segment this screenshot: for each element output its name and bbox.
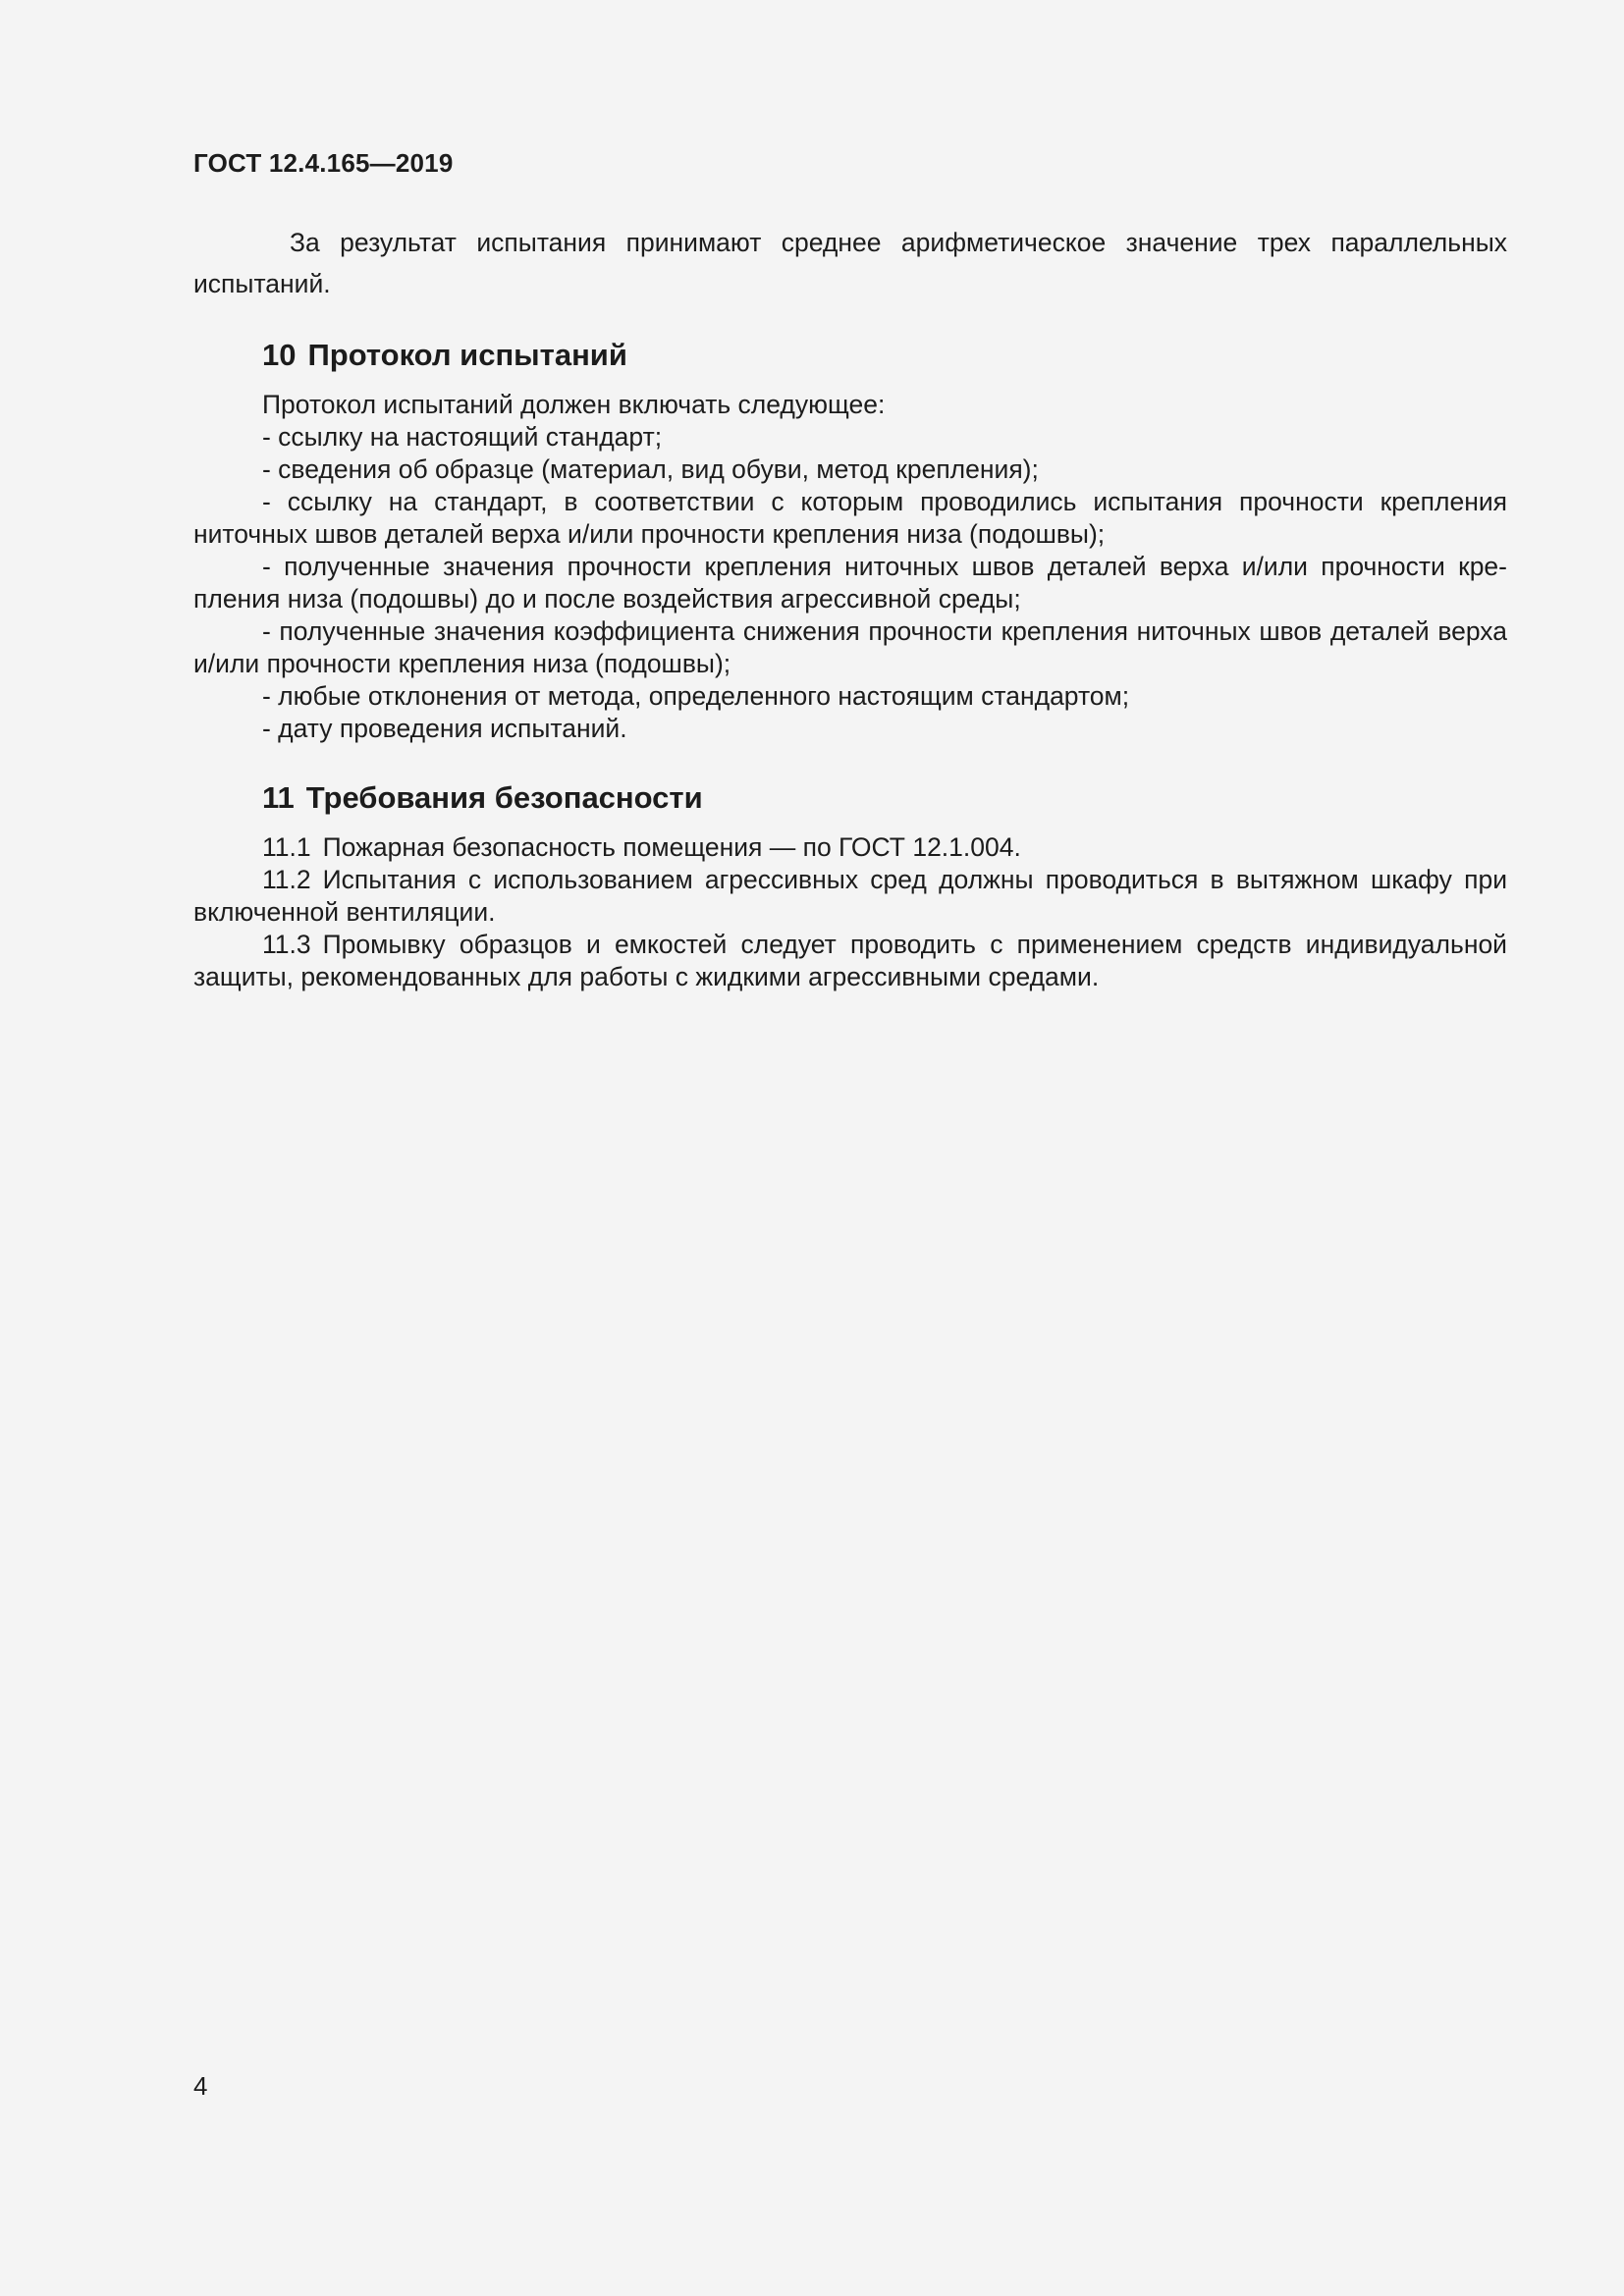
- section-10-number: 10: [262, 338, 297, 372]
- list-item: - ссылку на стандарт, в соответствии с которым проводились испытания прочности крепления ниточных швов деталей верха и/или прочности крепления низа (подошвы);: [193, 487, 1507, 549]
- list-item: - полученные значения прочности крепления ниточных швов деталей верха и/или прочности кре-пления низа (подошвы) до и после воздействия агрессивной среды;: [193, 552, 1507, 614]
- list-item: - ссылку на настоящий стандарт;: [262, 422, 663, 452]
- document-code-header: ГОСТ 12.4.165—2019: [193, 148, 454, 178]
- clause-11-3: [193, 929, 1507, 993]
- section-11-title: Требования безопасности: [305, 780, 703, 815]
- document-body: [193, 222, 1507, 993]
- clause-11-2: [193, 864, 1507, 929]
- list-item: - дату проведения испытаний.: [262, 714, 627, 743]
- clause-text: Промывку образцов и емкостей следует проводить с применением средств индивидуальной защиты, рекомендованных для работы с жидкими агрессивными средами.: [193, 930, 1507, 991]
- clause-11-1: [193, 831, 1507, 864]
- list-item: - любые отклонения от метода, определенного настоящим стандартом;: [262, 681, 1130, 711]
- clause-text: Испытания с использованием агрессивных сред должны проводиться в вытяжном шкафу при включенной вентиляции.: [193, 865, 1507, 927]
- list-item: - сведения об образце (материал, вид обуви, метод крепления);: [262, 454, 1039, 484]
- section-10-heading: [193, 336, 1507, 375]
- intro-paragraph: За результат испытания принимают среднее арифметическое значение трех параллельных испытаний.: [193, 228, 1507, 298]
- section-11-heading: [193, 778, 1507, 818]
- clause-text: Пожарная безопасность помещения — по ГОСТ 12.1.004.: [322, 832, 1021, 862]
- section-11-number: 11: [262, 780, 295, 815]
- clause-number: 11.2: [262, 865, 311, 894]
- section-10-lead: Протокол испытаний должен включать следующее:: [262, 390, 886, 419]
- section-10-title: Протокол испытаний: [307, 338, 627, 372]
- clause-number: 11.1: [262, 832, 311, 862]
- page-number: 4: [193, 2071, 208, 2101]
- list-item: - полученные значения коэффициента снижения прочности крепления ниточных швов деталей верха и/или прочности крепления низа (подошвы);: [193, 616, 1507, 678]
- clause-number: 11.3: [262, 930, 311, 959]
